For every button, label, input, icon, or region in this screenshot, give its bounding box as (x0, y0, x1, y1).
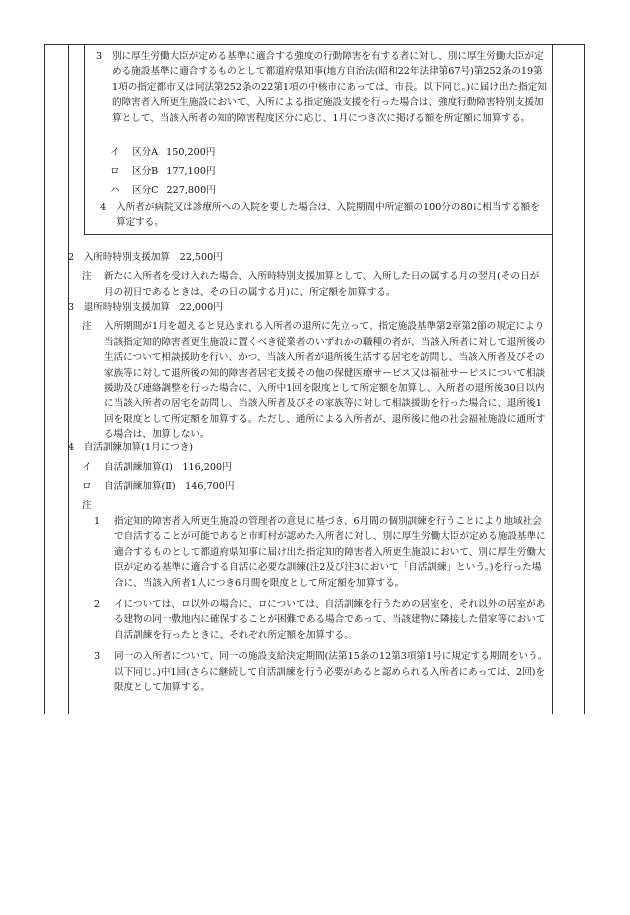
box-item-3-sublist (110, 143, 410, 201)
note-number: 3 (94, 651, 101, 663)
section-title: 3 退所時特別支援加算 22,000円 (68, 302, 223, 313)
note-label: 注 (82, 271, 92, 283)
list-item: ハ 区分C 227,800円 (110, 185, 216, 197)
box-item-3 (96, 49, 548, 126)
note-number: 2 (94, 599, 101, 611)
section-title: 4 自活訓練加算(1月につき) (68, 442, 194, 453)
frame-right-line (584, 44, 585, 714)
section-3 (68, 300, 548, 443)
note-text: 新たに入所者を受け入れた場合、入所時特別支援加算として、入所した日の属する月の翌月(その日が月の初日であるときは、その日の属する月)に、所定額を加算する。 (104, 271, 540, 298)
note-label: 注 (82, 500, 92, 512)
note-text: イについては、ロ以外の場合に、ロについては、自活訓練を行うための居室を、それ以外の居室がある建物の同一敷地内に確保することが困難である場合であって、当該建物に隣接した借家等において自活訓練を行ったときに、それぞれ所定額を加算する。 (114, 599, 546, 641)
note-item (94, 597, 548, 643)
list-item: ロ 区分B 177,100円 (110, 166, 216, 178)
list-item: イ 区分A 150,200円 (110, 147, 216, 158)
item-number: 4 (100, 202, 107, 213)
note-number: 1 (94, 516, 101, 527)
box-item-4 (100, 200, 548, 231)
note-text: 同一の入所者について、同一の施設支給決定期間(法第15条の12第3項第1号に規定する期間をいう。以下同じ。)中1回(さらに継続して自活訓練を行う必要があると認められる入所者にあっては、2回)を限度として加算する。 (114, 651, 548, 694)
item-text: 別に厚生労働大臣が定める基準に適合する強度の行動障害を有する者に対し、別に厚生労働大臣が定める施設基準に適合するものとして都道府県知事(地方自治法(昭和22年法律第67号)第252条の19第1項の指定都市又は同法第252条の22第1項の中核市にあっては、市長。以下同じ。)に届け出た指定知的障害者入所更生施設において、入所による指定施設支援を行った場合は、強度行動障害特別支援加算として、当該入所者の知的障害程度区分に応じ、1月につき次に掲げる額を所定額に加算する。 (112, 51, 547, 124)
list-item: イ 自活訓練加算(Ⅰ) 116,200円 (82, 462, 232, 474)
section-2 (68, 250, 548, 300)
item-number: 3 (96, 51, 103, 62)
section-4 (68, 440, 548, 515)
section-4-notes (94, 514, 548, 695)
frame-left-line (44, 44, 45, 714)
note-text: 入所期間が1月を超えると見込まれる入所者の退所に先立って、指定施設基準第2章第2節の規定により当該指定知的障害者更生施設に置くべき従業者のいずれかの職種の者が、当該入所者に対して退所後の生活について相談援助を行い、かつ、当該入所者が退所後生活する居宅を訪問し、当該入所者及びその家族等に対して退所後の知的障害者居宅支援その他の保健医療サービス又は福祉サービスについて相談援助及び連絡調整を行った場合に、入所中1回を限度として所定額を加算し、入所者の退所後30日以内に当該入所者の居宅を訪問し、当該入所者及びその家族等に対して相談援助を行った場合に、退所後1回を限度として所定額を加算する。ただし、通所による入所者が、退所後に他の社会福祉施設に通所する場合は、加算しない。 (104, 321, 546, 441)
section-title: 2 入所時特別支援加算 22,500円 (68, 252, 223, 263)
note-text: 指定知的障害者入所更生施設の管理者の意見に基づき、6月間の個別訓練を行うことにより地域社会で自活することが可能であると市町村が認めた入所者に対し、別に厚生労働大臣が定める施設基準に適合するものとして都道府県知事に届け出た指定知的障害者入所更生施設において、別に厚生労働大臣が定める基準に適合する自活に必要な訓練(注2及び注3において「自活訓練」という。)を行った場合に、当該入所者1人につき6月間を限度として所定額を加算する。 (114, 516, 546, 589)
note-item (94, 649, 548, 695)
item-text: 入所者が病院又は診療所への入院を要した場合は、入院期間中所定額の100分の80に相当する額を算定する。 (116, 202, 540, 229)
note-item (94, 514, 548, 591)
list-item: ロ 自活訓練加算(Ⅱ) 146,700円 (82, 481, 235, 493)
note-label: 注 (82, 321, 92, 333)
